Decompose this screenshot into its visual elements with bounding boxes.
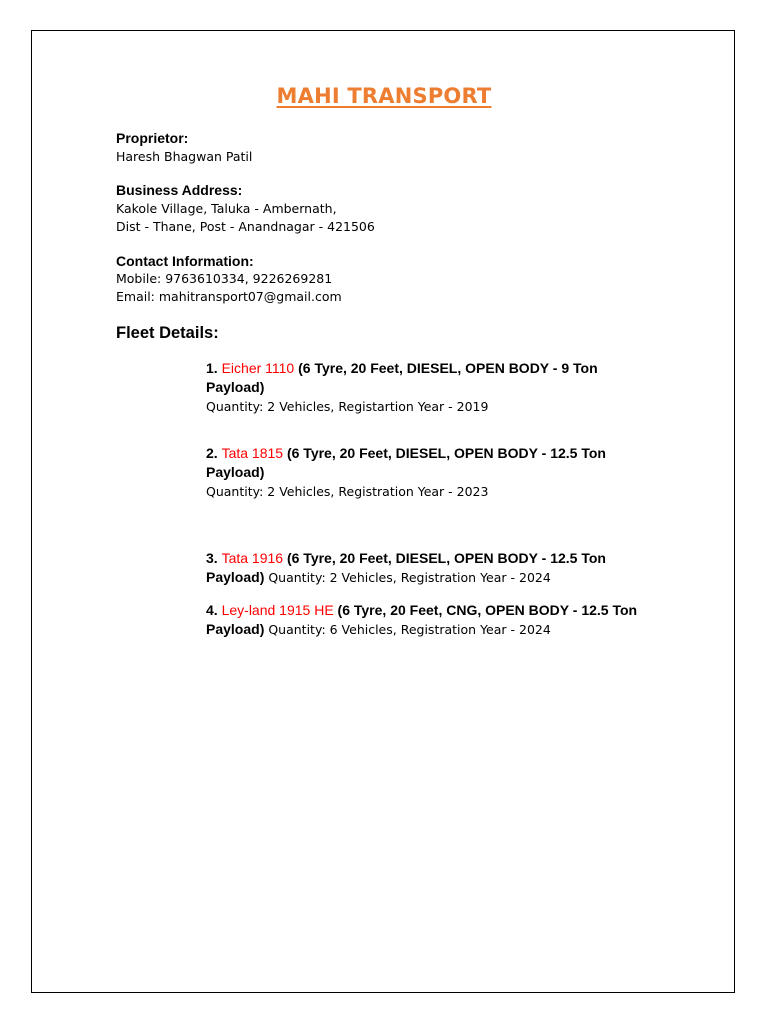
fleet-heading: Fleet Details: bbox=[116, 324, 219, 342]
fleet-item-2 bbox=[206, 444, 656, 501]
fleet-item-model: Tata 1916 bbox=[221, 550, 284, 566]
fleet-item-1 bbox=[206, 359, 656, 416]
fleet-item-number: 3. bbox=[206, 550, 222, 566]
fleet-item-spec: (6 Tyre, 20 Feet, DIESEL, OPEN BODY - 12.5 Ton Payload) bbox=[206, 550, 606, 585]
address-line-1: Kakole Village, Taluka - Ambernath, bbox=[116, 201, 337, 216]
fleet-item-3 bbox=[206, 549, 656, 587]
fleet-item-4 bbox=[206, 601, 656, 639]
fleet-item-model: Eicher 1110 bbox=[221, 360, 295, 376]
fleet-item-model: Ley-land 1915 HE bbox=[221, 602, 334, 618]
fleet-item-spec: (6 Tyre, 20 Feet, DIESEL, OPEN BODY - 9 Ton Payload) bbox=[206, 360, 598, 395]
company-title: MAHI TRANSPORT bbox=[276, 84, 492, 108]
fleet-item-quantity: Quantity: 2 Vehicles, Registartion Year - 2019 bbox=[206, 399, 489, 414]
document-page bbox=[31, 30, 735, 993]
contact-mobile: Mobile: 9763610334, 9226269281 bbox=[116, 271, 333, 286]
proprietor-name: Haresh Bhagwan Patil bbox=[116, 149, 253, 164]
proprietor-label: Proprietor: bbox=[116, 130, 189, 146]
contact-email: Email: mahitransport07@gmail.com bbox=[116, 289, 342, 304]
fleet-item-quantity: Quantity: 6 Vehicles, Registration Year - 2024 bbox=[264, 622, 551, 637]
fleet-item-number: 2. bbox=[206, 445, 222, 461]
fleet-item-spec: (6 Tyre, 20 Feet, CNG, OPEN BODY - 12.5 Ton Payload) bbox=[206, 602, 638, 637]
contact-label: Contact Information: bbox=[116, 253, 254, 269]
address-line-2: Dist - Thane, Post - Anandnagar - 421506 bbox=[116, 219, 375, 234]
fleet-item-model: Tata 1815 bbox=[221, 445, 284, 461]
fleet-item-quantity: Quantity: 2 Vehicles, Registration Year - 2024 bbox=[264, 570, 551, 585]
fleet-item-number: 4. bbox=[206, 602, 222, 618]
fleet-item-spec: (6 Tyre, 20 Feet, DIESEL, OPEN BODY - 12.5 Ton Payload) bbox=[206, 445, 606, 480]
fleet-item-number: 1. bbox=[206, 360, 222, 376]
address-label: Business Address: bbox=[116, 182, 243, 198]
fleet-item-quantity: Quantity: 2 Vehicles, Registration Year - 2023 bbox=[206, 484, 489, 499]
